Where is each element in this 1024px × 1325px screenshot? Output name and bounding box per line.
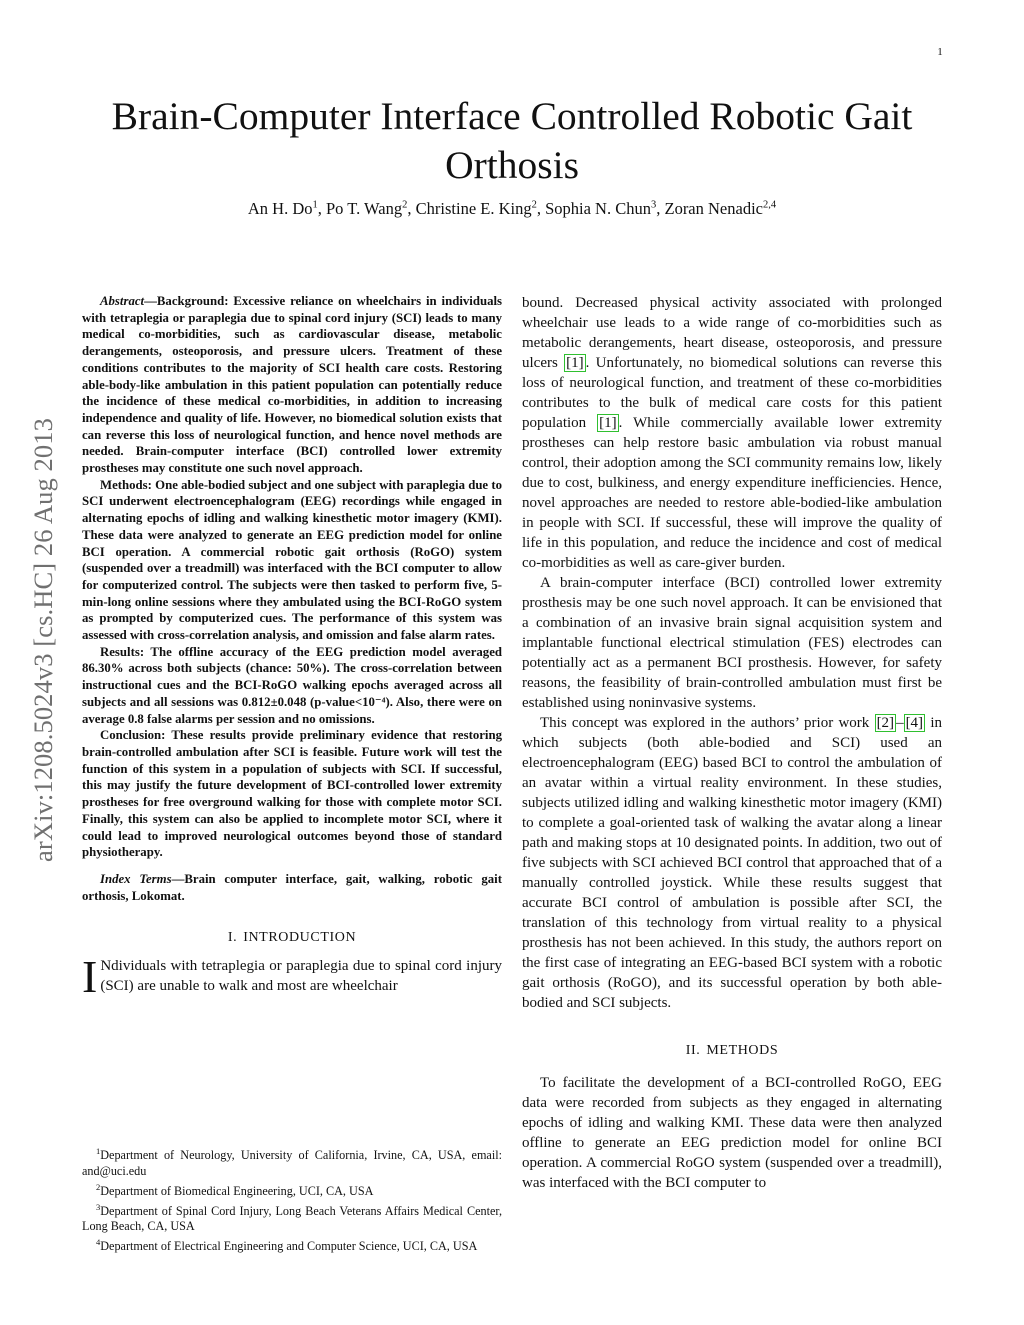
abstract-label: Abstract bbox=[100, 294, 145, 308]
arxiv-stamp: arXiv:1208.5024v3 [cs.HC] 26 Aug 2013 bbox=[28, 418, 58, 862]
author-affiliation: 2 bbox=[402, 199, 408, 211]
abstract-conclusion: Conclusion: These results provide preliminary evidence that restoring brain-controlled ambulation after SCI is feasible. Future work will test the function of this system in a population of subjects with SCI. If successful, this may justify the future development of BCI-controlled lower extremity prostheses for free overground walking for those with complete motor SCI. Finally, this system can also be applied to incomplete motor SCI, where it could lead to improved neurological outcomes beyond those of standard physiotherapy. bbox=[82, 728, 502, 860]
footnote: $^2$Department of Biomedical Engineering, UCI, CA, USA bbox=[96, 1181, 374, 1198]
footnote: $^4$Department of Electrical Engineering and Computer Science, UCI, CA, USA bbox=[96, 1237, 478, 1254]
author: Christine E. King bbox=[415, 199, 532, 218]
drop-cap: I bbox=[82, 951, 98, 1003]
citation-link[interactable]: [4] bbox=[905, 715, 924, 731]
author: Zoran Nenadic bbox=[664, 199, 763, 218]
intro-paragraph-continued: bound. Decreased physical activity associated with prolonged wheelchair use leads to a wide range of co-morbidities such as metabolic derangements, heart disease, osteoporosis, and pressure ulcers [1] . Unfortunately, no biomedical solutions can reverse this loss of neurological function, and treatment of these co-morbidities contributes to the bulk of medical care costs for this patient population [1] . While commercially available lower extremity prostheses can help restore basic ambulation via robust manual control, their adoption among the SCI community remains low, likely due to cost, bulkiness, and energy expenditure inefficiencies. Hence, novel approaches are needed to restore able-bodied-like ambulation in people with SCI. If successful, these will improve the quality of life in this population, and reduce the incidence and cost of medical co-morbidities as well as care-giver burden. bbox=[522, 295, 942, 571]
methods-paragraph: To facilitate the development of a BCI-controlled RoGO, EEG data were recorded from subjects as they engaged in alternating epochs of idling and walking KMI. These data were then analyzed offline to generate an EEG prediction model for online BCI operation. A commercial RoGO system (suspended over a treadmill), was interfaced with the BCI computer to bbox=[522, 1075, 942, 1191]
author: An H. Do bbox=[247, 199, 313, 218]
author-affiliation: 1 bbox=[312, 199, 318, 211]
author-list: An H. Do$^1$, Po T. Wang$^2$, Christine E. King$^2$, Sophia N. Chun$^3$, Zoran Nenadic$^{2,4}$ bbox=[247, 199, 777, 218]
author-affiliation: 2,4 bbox=[762, 199, 777, 211]
left-column bbox=[82, 293, 502, 1003]
abstract-results: Results: The offline accuracy of the EEG prediction model averaged 86.30% across both subjects (chance: 50%). The cross-correlation between instructional cues and the BCI-RoGO walking epochs averaged across all subjects and all sessions was 0.812±0.048 (p-value<10⁻⁴). Also, there were on average 0.8 false alarms per session and no omissions. bbox=[82, 644, 502, 726]
author: Po T. Wang bbox=[326, 199, 403, 218]
citation-link[interactable]: [1] bbox=[599, 415, 617, 431]
abstract bbox=[82, 293, 502, 861]
citation-link[interactable]: [1] bbox=[566, 355, 584, 371]
author-affiliation: 3 bbox=[650, 199, 657, 211]
paper-title: Brain-Computer Interface Controlled Robotic Gait Orthosis bbox=[111, 94, 913, 187]
intro-paragraph: A brain-computer interface (BCI) controlled lower extremity prosthesis may be one such novel approach. It can be envisioned that a combination of an invasive brain signal acquisition system and implantable functional electrical stimulation (FES) electrodes can potentially act as a permanent BCI prosthesis. However, for safety reasons, the feasibility of brain-controlled ambulation must first be established using noninvasive systems. bbox=[522, 575, 942, 711]
section-heading-introduction: I. INTRODUCTION bbox=[227, 930, 357, 946]
abstract-methods: Methods: One able-bodied subject and one subject with paraplegia due to SCI underwent electroencephalogram (EEG) recordings while engaged in alternating epochs of idling and walking kinesthetic motor imagery (KMI). These data were analyzed to generate an EEG prediction model for online BCI operation. A commercial robotic gait orthosis (RoGO) system (suspended over a treadmill) was interfaced with the BCI computer to allow for computerized control. The subjects were then tasked to perform five, 5-min-long online sessions where they ambulated using the BCI-RoGO system as prompted by computerized cues. The performance of this system was assessed with cross-correlation analysis, and omission and false alarm rates. bbox=[82, 477, 502, 643]
affiliation-footnotes bbox=[82, 1144, 502, 1255]
right-column bbox=[522, 293, 942, 1193]
section-heading-methods: II. METHODS bbox=[685, 1043, 779, 1058]
intro-paragraph: This concept was explored in the authors’ prior work [2] – [4] in which subjects (both able-bodied and SCI) used an electroencephalogram (EEG) based BCI to control the ambulation of an avatar within a virtual reality environment. In these studies, subjects utilized idling and walking kinesthetic motor imagery (KMI) to complete a goal-oriented task of walking the avatar along a linear path and making stops at 10 designated points. In addition, two out of five subjects with SCI achieved BCI control that approached that of a manually controlled joystick. While these results suggest that accurate BCI control of ambulation is possible after SCI, the translation of this technology from virtual reality to a physical prosthesis has not been achieved. In this study, the authors report on the first case of integrating an EEG-based BCI system with a robotic gait orthosis (RoGO), and its successful operation by both able-bodied and SCI subjects. bbox=[522, 715, 942, 1011]
citation-link[interactable]: [2] bbox=[876, 715, 895, 731]
index-terms-label: Index Terms bbox=[100, 871, 172, 886]
abstract-background: Abstract—Background: Excessive reliance on wheelchairs in individuals with tetraplegia or paraplegia due to spinal cord injury (SCI) leads to many medical co-morbidities, such as cardiovascular disease, metabolic derangements, osteoporosis, and pressure ulcers. Treatment of these conditions contributes to the majority of SCI health care costs. Restoring able-body-like ambulation in this patient population can potentially reduce the incidence of these medical co-morbidities, in addition to increasing independence and quality of life. However, no biomedical solution exists that can reverse this loss of neurological function, and hence novel methods are needed. Brain-computer interface (BCI) controlled lower extremity prostheses may constitute one such novel approach. bbox=[82, 294, 502, 476]
author: Sophia N. Chun bbox=[545, 199, 651, 218]
footnote: $^3$Department of Spinal Cord Injury, Long Beach Veterans Affairs Medical Center, Long Beach, CA, USA bbox=[82, 1201, 502, 1234]
footnote: $^1$Department of Neurology, University of California, Irvine, CA, USA, email: and@uci.edu bbox=[82, 1146, 502, 1178]
intro-paragraph: I Ndividuals with tetraplegia or paraplegia due to spinal cord injury (SCI) are unable to walk and most are wheelchair bbox=[82, 951, 502, 1003]
author-affiliation: 2 bbox=[531, 199, 537, 211]
page-number: 1 bbox=[937, 46, 943, 58]
index-terms: Index Terms—Brain computer interface, gait, walking, robotic gait orthosis, Lokomat. bbox=[82, 871, 502, 903]
